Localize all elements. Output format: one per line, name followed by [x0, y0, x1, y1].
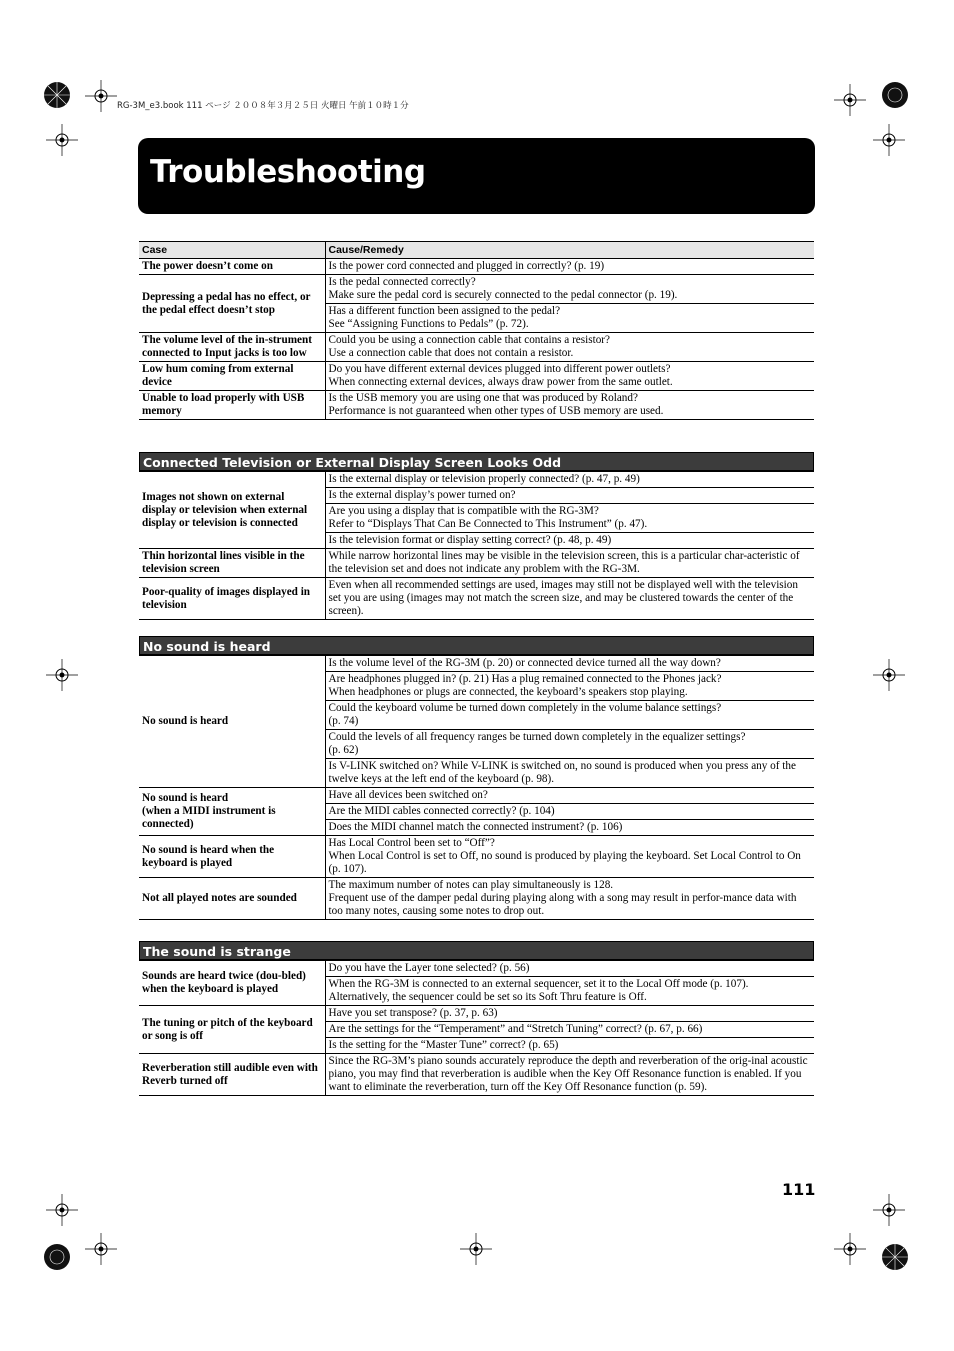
cause-remedy-cell: Is the pedal connected correctly? Make sure the pedal cord is securely connected to the pedal connector (p. 19). [325, 275, 814, 304]
table-row [139, 1006, 814, 1022]
troubleshooting-general-table [139, 241, 814, 420]
table-row [139, 275, 814, 304]
cause-remedy-cell: Are you using a display that is compatible with the RG-3M? Refer to “Displays That Can Be Connected to This Instrument” (p. 47). [325, 504, 814, 533]
registration-mark-icon [36, 74, 78, 116]
case-cell: No sound is heard when the keyboard is played [139, 836, 325, 878]
table-row [139, 549, 814, 578]
case-cell: The power doesn’t come on [139, 259, 325, 275]
crosshair-mark-icon [85, 80, 117, 112]
cause-remedy-cell: Is the volume level of the RG-3M (p. 20) or connected device turned all the way down? [325, 656, 814, 672]
cause-remedy-cell: The maximum number of notes can play simultaneously is 128. Frequent use of the damper pedal during playing along with a song may result in perfor-mance data with too many notes, causing some notes to drop out. [325, 878, 814, 920]
table-row [139, 259, 814, 275]
case-cell: Depressing a pedal has no effect, or the pedal effect doesn’t stop [139, 275, 325, 333]
section-no-sound [139, 636, 814, 920]
crosshair-mark-icon [46, 659, 78, 691]
table-row [139, 472, 814, 488]
case-cell: The volume level of the in-strument connected to Input jacks is too low [139, 333, 325, 362]
table-row [139, 788, 814, 804]
case-cell: Low hum coming from external device [139, 362, 325, 391]
crosshair-mark-icon [873, 124, 905, 156]
crosshair-mark-icon [873, 1194, 905, 1226]
cause-remedy-cell: Is the setting for the “Master Tune” correct? (p. 65) [325, 1038, 814, 1054]
case-cell: Unable to load properly with USB memory [139, 391, 325, 420]
page-number: 111 [782, 1180, 816, 1199]
cause-remedy-cell: Is the USB memory you are using one that was produced by Roland? Performance is not guaranteed when other types of USB memory are used. [325, 391, 814, 420]
case-cell: Not all played notes are sounded [139, 878, 325, 920]
case-column-header: Case [139, 242, 325, 259]
table-row [139, 362, 814, 391]
crosshair-mark-icon [460, 1233, 492, 1265]
cause-remedy-cell: Is the television format or display setting correct? (p. 48, p. 49) [325, 533, 814, 549]
cause-remedy-cell: Do you have the Layer tone selected? (p. 56) [325, 961, 814, 977]
crosshair-mark-icon [85, 1233, 117, 1265]
book-file-info: RG-3M_e3.book 111 ページ ２００８年３月２５日 火曜日 午前１０時１分 [117, 101, 409, 111]
crosshair-mark-icon [46, 1194, 78, 1226]
cause-remedy-cell: Even when all recommended settings are used, images may still not be displayed well with the television set you are using (images may not match the screen size, and may be clustered towards the center of the screen). [325, 578, 814, 620]
table-row [139, 878, 814, 920]
case-cell: The tuning or pitch of the keyboard or song is off [139, 1006, 325, 1054]
cause-remedy-cell: Are headphones plugged in? (p. 21) Has a plug remained connected to the Phones jack? When headphones or plugs are connected, the keyboard’s speakers stop playing. [325, 672, 814, 701]
case-cell: No sound is heard (when a MIDI instrument is connected) [139, 788, 325, 836]
table-row [139, 656, 814, 672]
crosshair-mark-icon [46, 124, 78, 156]
section-tv-display [139, 452, 814, 620]
case-cell: Poor-quality of images displayed in television [139, 578, 325, 620]
case-cell: No sound is heard [139, 656, 325, 788]
crosshair-mark-icon [834, 84, 866, 116]
section-heading: The sound is strange [139, 941, 814, 960]
table-row [139, 333, 814, 362]
crosshair-mark-icon [873, 659, 905, 691]
case-cell: Reverberation still audible even with Reverb turned off [139, 1054, 325, 1096]
case-cell: Images not shown on external display or television when external display or television is connected [139, 472, 325, 549]
cause-remedy-cell: Have you set transpose? (p. 37, p. 63) [325, 1006, 814, 1022]
page-title: Troubleshooting [150, 154, 426, 190]
table-row [139, 391, 814, 420]
table-row [139, 1054, 814, 1096]
crosshair-mark-icon [834, 1233, 866, 1265]
section-sound-strange [139, 941, 814, 1096]
cause-remedy-cell: Could the keyboard volume be turned down completely in the volume balance settings? (p. 74) [325, 701, 814, 730]
cause-remedy-cell: Is V-LINK switched on? While V-LINK is switched on, no sound is produced when you press any of the twelve keys at the left end of the keyboard (p. 98). [325, 759, 814, 788]
registration-mark-icon [874, 1236, 916, 1278]
registration-mark-icon [36, 1236, 78, 1278]
cause-remedy-cell: Does the MIDI channel match the connected instrument? (p. 106) [325, 820, 814, 836]
cause-remedy-cell: Do you have different external devices plugged into different power outlets? When connecting external devices, always draw power from the same outlet. [325, 362, 814, 391]
table-row [139, 961, 814, 977]
cause-remedy-cell: While narrow horizontal lines may be visible in the television screen, this is a particular char-acteristic of the television set and does not indicate any problem with the RG-3M. [325, 549, 814, 578]
section-heading: Connected Television or External Display Screen Looks Odd [139, 452, 814, 471]
table-row [139, 836, 814, 878]
cause-remedy-cell: Since the RG-3M’s piano sounds accurately reproduce the depth and reverberation of the orig-inal acoustic piano, you may find that reverberation is audible when the Key Off Resonance function is enabled. If you want to eliminate the reverberation, turn off the Key Off Resonance function (p. 59). [325, 1054, 814, 1096]
cause-remedy-cell: Is the power cord connected and plugged in correctly? (p. 19) [325, 259, 814, 275]
case-cell: Sounds are heard twice (dou-bled) when the keyboard is played [139, 961, 325, 1006]
registration-mark-icon [874, 74, 916, 116]
cause-remedy-cell: Could you be using a connection cable that contains a resistor? Use a connection cable that does not contain a resistor. [325, 333, 814, 362]
title-banner [138, 138, 815, 214]
cause-remedy-cell: Have all devices been switched on? [325, 788, 814, 804]
cause-remedy-cell: Are the MIDI cables connected correctly? (p. 104) [325, 804, 814, 820]
cause-remedy-cell: Is the external display’s power turned on? [325, 488, 814, 504]
table-header-row [139, 242, 814, 259]
cause-column-header: Cause/Remedy [325, 242, 814, 259]
section-heading: No sound is heard [139, 636, 814, 655]
cause-remedy-cell: When the RG-3M is connected to an external sequencer, set it to the Local Off mode (p. 107). Alternatively, the sequencer could be set so its Soft Thru feature is Off. [325, 977, 814, 1006]
cause-remedy-cell: Is the external display or television properly connected? (p. 47, p. 49) [325, 472, 814, 488]
cause-remedy-cell: Has Local Control been set to “Off”? When Local Control is set to Off, no sound is produced by playing the keyboard. Set Local Control to On (p. 107). [325, 836, 814, 878]
case-cell: Thin horizontal lines visible in the television screen [139, 549, 325, 578]
cause-remedy-cell: Could the levels of all frequency ranges be turned down completely in the equalizer settings? (p. 62) [325, 730, 814, 759]
table-row [139, 578, 814, 620]
cause-remedy-cell: Has a different function been assigned to the pedal? See “Assigning Functions to Pedals” (p. 72). [325, 304, 814, 333]
cause-remedy-cell: Are the settings for the “Temperament” and “Stretch Tuning” correct? (p. 67, p. 66) [325, 1022, 814, 1038]
